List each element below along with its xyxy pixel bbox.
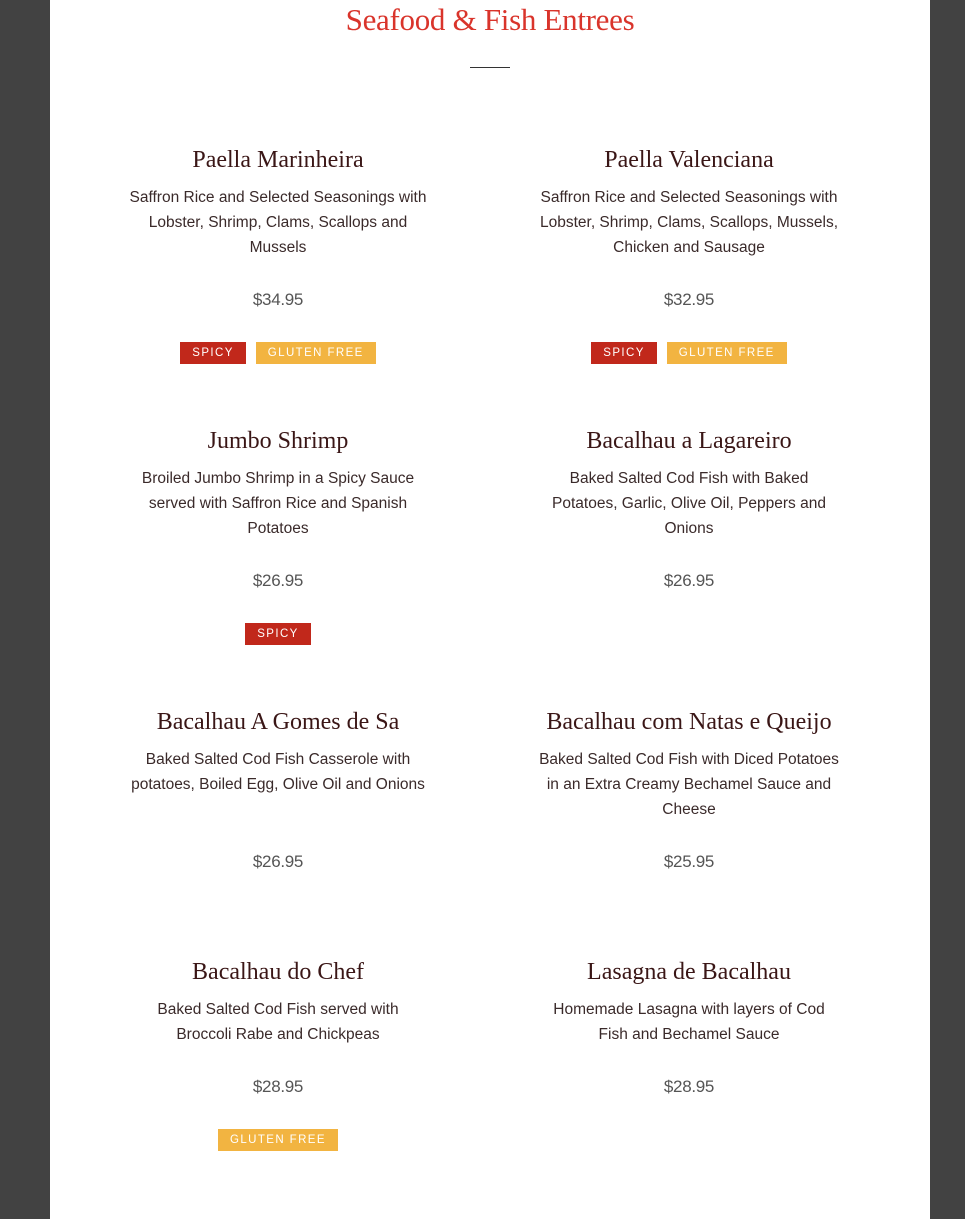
item-name: Bacalhau com Natas e Queijo <box>546 709 832 735</box>
item-price: $28.95 <box>252 1077 304 1096</box>
item-description: Saffron Rice and Selected Seasonings with Lobster, Shrimp, Clams, Scallops and Mussels <box>129 189 427 256</box>
item-price: $28.95 <box>663 1077 715 1096</box>
spicy-badge: SPICY <box>180 342 246 364</box>
menu-page <box>50 0 930 1219</box>
gluten-free-badge: GLUTEN FREE <box>667 342 787 364</box>
item-name: Bacalhau a Lagareiro <box>586 428 792 454</box>
section-title: Seafood & Fish Entrees <box>345 2 635 37</box>
title-divider <box>470 67 510 68</box>
gluten-free-badge: GLUTEN FREE <box>256 342 376 364</box>
item-name: Bacalhau A Gomes de Sa <box>156 709 400 735</box>
item-description: Baked Salted Cod Fish with Diced Potatoes in an Extra Creamy Bechamel Sauce and Cheese <box>539 751 839 818</box>
menu-item <box>534 705 844 871</box>
menu-item <box>534 955 844 1096</box>
spicy-badge: SPICY <box>245 623 311 645</box>
item-tags <box>123 623 433 645</box>
item-price: $26.95 <box>252 571 304 590</box>
item-price: $25.95 <box>663 852 715 871</box>
item-description: Baked Salted Cod Fish with Baked Potatoes, Garlic, Olive Oil, Peppers and Onions <box>552 470 826 537</box>
item-tags <box>123 342 433 364</box>
next-item-name-cut <box>200 1210 360 1219</box>
item-name: Paella Marinheira <box>192 147 364 173</box>
menu-item <box>123 705 433 871</box>
item-name: Jumbo Shrimp <box>207 428 349 454</box>
item-tags <box>534 342 844 364</box>
menu-item <box>534 143 844 359</box>
menu-item <box>123 955 433 1146</box>
gluten-free-badge: GLUTEN FREE <box>218 1129 338 1151</box>
item-name: Bacalhau do Chef <box>192 959 364 985</box>
item-tags <box>123 1129 433 1151</box>
item-price: $26.95 <box>663 571 715 590</box>
item-description: Baked Salted Cod Fish Casserole with potatoes, Boiled Egg, Olive Oil and Onions <box>131 751 425 793</box>
next-item-name-cut <box>615 1210 775 1219</box>
item-description: Broiled Jumbo Shrimp in a Spicy Sauce served with Saffron Rice and Spanish Potatoes <box>141 470 415 537</box>
item-description: Homemade Lasagna with layers of Cod Fish and Bechamel Sauce <box>553 1001 825 1043</box>
item-description: Baked Salted Cod Fish served with Broccoli Rabe and Chickpeas <box>157 1001 399 1043</box>
item-description: Saffron Rice and Selected Seasonings with Lobster, Shrimp, Clams, Scallops, Mussels, Chicken and Sausage <box>539 189 839 256</box>
spicy-badge: SPICY <box>591 342 657 364</box>
item-name: Paella Valenciana <box>604 147 774 173</box>
menu-item <box>123 424 433 640</box>
item-price: $26.95 <box>252 852 304 871</box>
menu-item <box>123 143 433 359</box>
item-price: $34.95 <box>252 290 304 309</box>
item-name: Lasagna de Bacalhau <box>587 959 791 985</box>
menu-item <box>534 424 844 590</box>
item-price: $32.95 <box>663 290 715 309</box>
